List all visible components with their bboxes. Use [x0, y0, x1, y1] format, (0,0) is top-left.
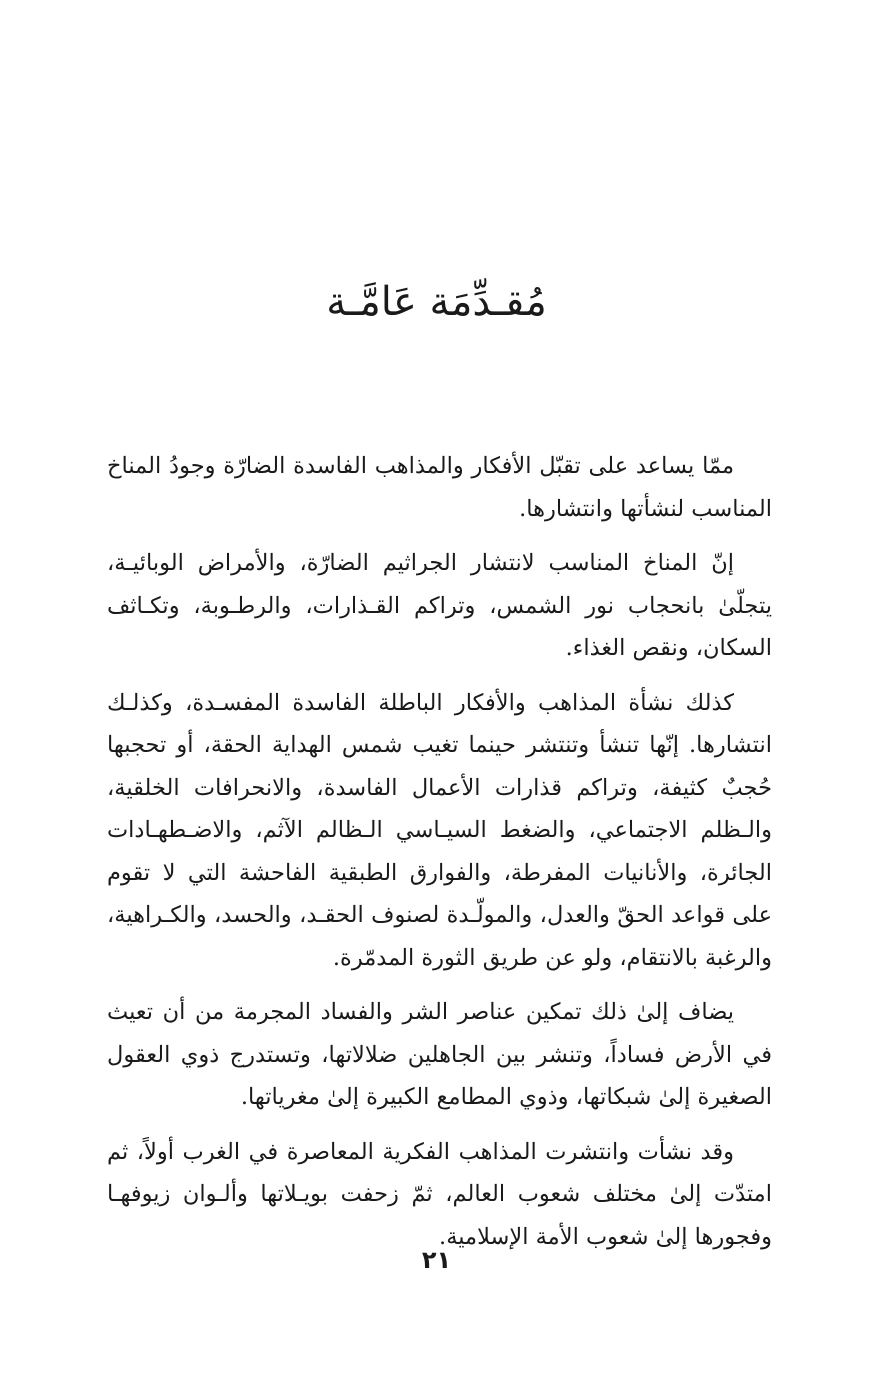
paragraph-2: إنّ المناخ المناسب لانتشار الجراثيم الضارّة، والأمراض الوبائيـة، يتجلّىٰ بانحجاب نور الشمس، وتراكم القـذارات، والرطـوبة، وتكـاثف السكان، ونقص الغذاء. [107, 550, 772, 661]
page-number: ٢١ [421, 1246, 452, 1274]
paragraph-4: يضاف إلىٰ ذلك تمكين عناصر الشر والفساد المجرمة من أن تعيث في الأرض فساداً، وتنشر بين الجاهلين ضلالاتها، وتستدرج ذوي العقول الصغيرة إلىٰ شبكاتها، وذوي المطامع الكبيرة إلىٰ مغرياتها. [107, 999, 772, 1110]
paragraph-1: ممّا يساعد على تقبّل الأفكار والمذاهب الفاسدة الضارّة وجودُ المناخ المناسب لنشأتها وانتشارها. [107, 453, 772, 522]
paragraph-3: كذلك نشأة المذاهب والأفكار الباطلة الفاسدة المفسـدة، وكذلـك انتشارها. إنّها تنشأ وتنتشر حينما تغيب شمس الهداية الحقة، أو تحجبها حُجبٌ كثيفة، وتراكم قذارات الأعمال الفاسدة، والانحرافات الخلقية، والـظلم الاجتماعي، والضغط السيـاسي الـظالم الآثم، والاضـطهـادات الجائرة، والأنانيات المفرطة، والفوارق الطبقية الفاحشة التي لا تقوم على قواعد الحقّ والعدل، والمولّـدة لصنوف الحقـد، والحسد، والكـراهية، والرغبة بالانتقام، ولو عن طريق الثورة المدمّرة. [107, 689, 772, 971]
paragraph-5: وقد نشأت وانتشرت المذاهب الفكرية المعاصرة في الغرب أولاً، ثم امتدّت إلىٰ مختلف شعوب العالم، ثمّ زحفت بويـلاتها وألـوان زيوفهـا وفجورها إلىٰ شعوب الأمة الإسلامية. [107, 1138, 772, 1250]
chapter-title: مُقـدِّمَة عَامَّـة [326, 279, 547, 325]
body-text [107, 445, 772, 1270]
